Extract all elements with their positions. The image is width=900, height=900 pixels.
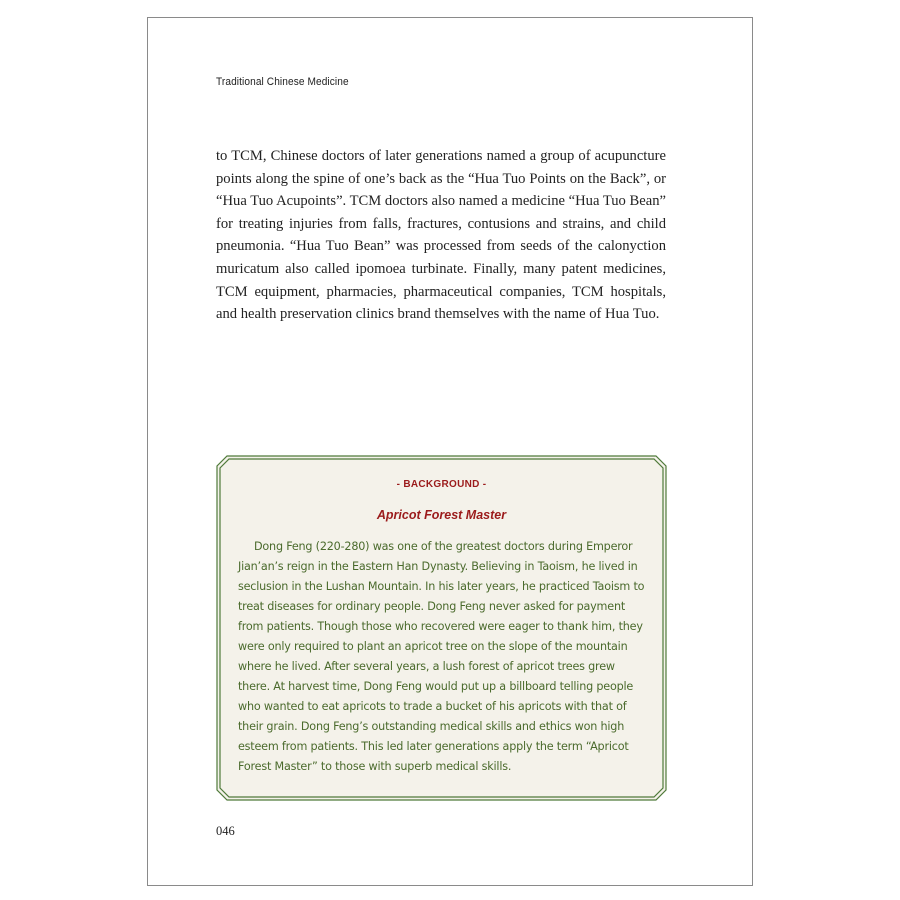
book-page <box>147 17 753 886</box>
box-paragraph: Dong Feng (220-280) was one of the greatest doctors during Emperor Jian’an’s reign in the Eastern Han Dynasty. Believing in Taoism, he lived in seclusion in the Lushan Mountain. In his later years, he practiced Taoism to treat diseases for ordinary people. Dong Feng never asked for payment from patients. Though those who recovered were eager to thank him, they were only required to plant an apricot tree on the slope of the mountain where he lived. After several years, a lush forest of apricot trees grew there. At harvest time, Dong Feng would put up a billboard telling people who wanted to eat apricots to trade a bucket of his apricots with that of their grain. Dong Feng’s outstanding medical skills and ethics won high esteem from patients. This led later generations apply the term “Apricot Forest Master” to those with superb medical skills. <box>238 540 645 773</box>
page-number: 046 <box>216 824 235 838</box>
box-title: Apricot Forest Master <box>376 508 507 522</box>
running-head: Traditional Chinese Medicine <box>216 76 349 88</box>
body-paragraph: to TCM, Chinese doctors of later generations named a group of acupuncture points along the spine of one’s back as the “Hua Tuo Points on the Back”, or “Hua Tuo Acupoints”. TCM doctors also named a medicine “Hua Tuo Bean” for treating injuries from falls, fractures, contusions and strains, and child pneumonia. “Hua Tuo Bean” was processed from seeds of the calonyction muricatum also called ipomoea turbinate. Finally, many patent medicines, TCM equipment, pharmacies, pharmaceutical companies, TCM hospitals, and health preservation clinics brand themselves with the name of Hua Tuo. <box>216 148 666 323</box>
box-section-label: - BACKGROUND - <box>396 479 487 490</box>
background-sidebar-box <box>216 455 667 801</box>
